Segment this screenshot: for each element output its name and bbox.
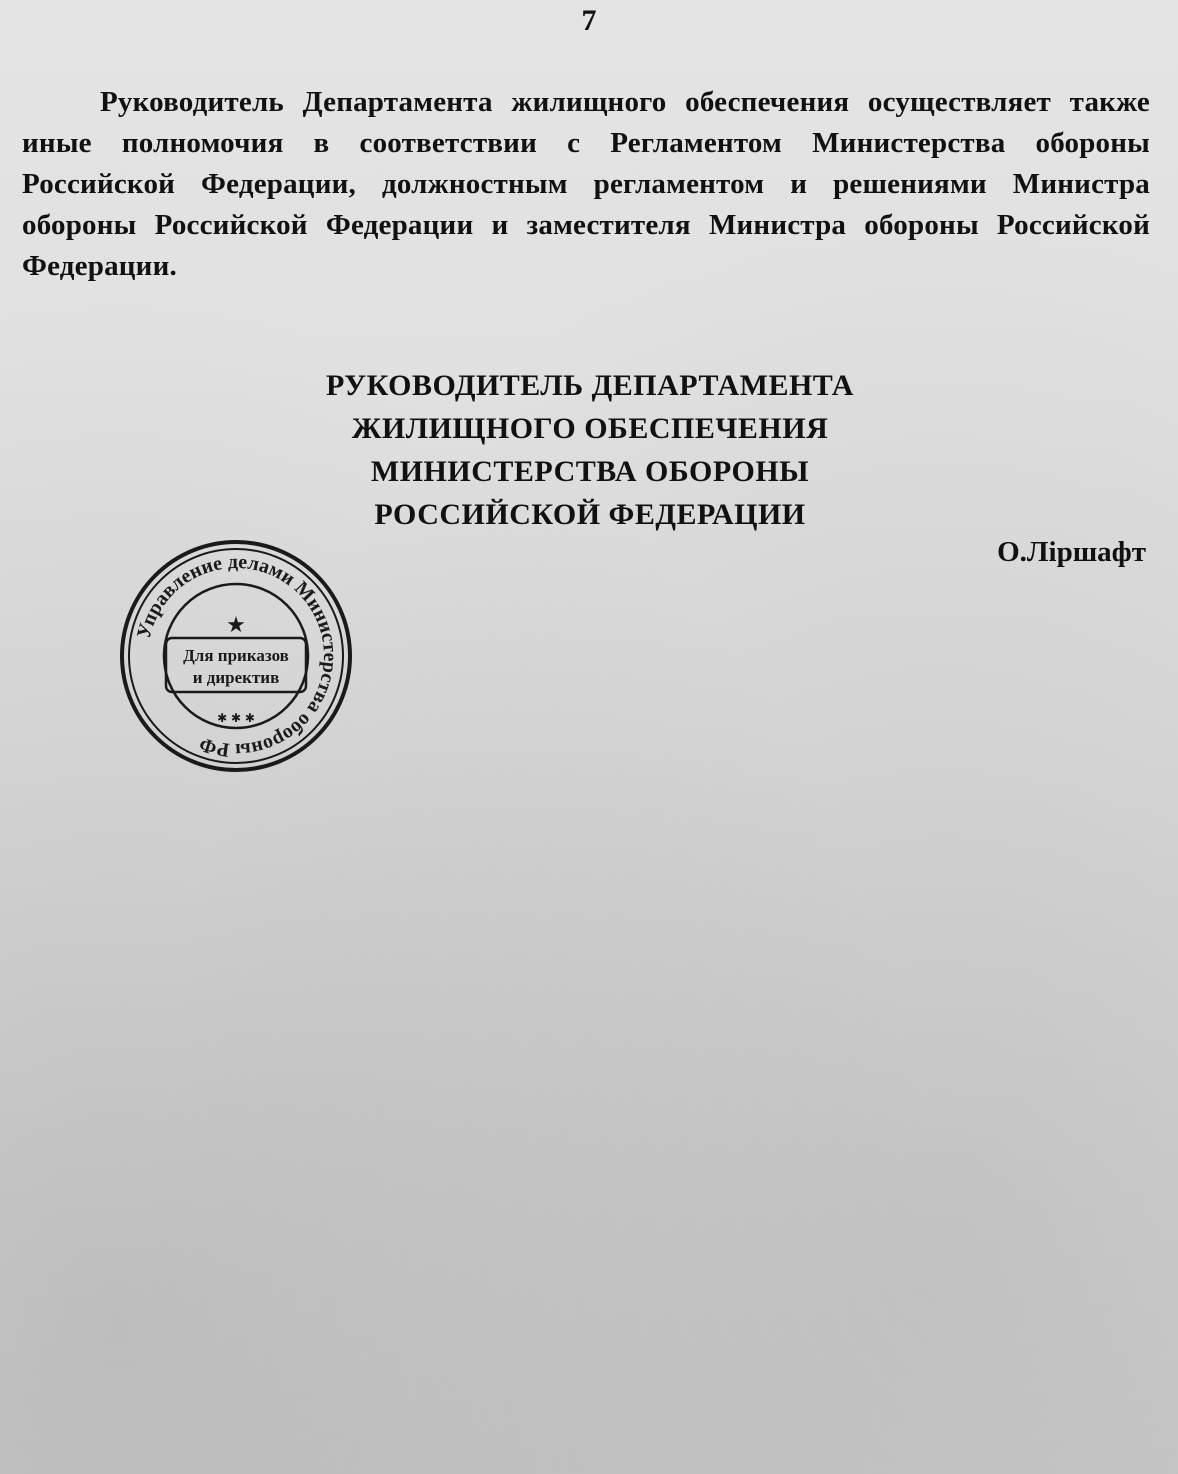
signature-title-line-2: ЖИЛИЩНОГО ОБЕСПЕЧЕНИЯ bbox=[351, 412, 829, 445]
stamp-center-line-1: Для приказов bbox=[183, 646, 289, 665]
signature-title-block bbox=[240, 364, 940, 536]
stamp-bottom-stars-icon: ✱ ✱ ✱ bbox=[217, 711, 255, 725]
stamp-star-icon: ★ bbox=[226, 613, 246, 638]
signature-title-line-4: РОССИЙСКОЙ ФЕДЕРАЦИИ bbox=[374, 498, 806, 531]
page-number: 7 bbox=[581, 4, 597, 37]
stamp-center-line-2: и директив bbox=[192, 668, 280, 687]
signature-title-line-3: МИНИСТЕРСТВА ОБОРОНЫ bbox=[370, 455, 810, 488]
body-paragraph: Руководитель Департамента жилищного обеспечения осуществляет также иные полномочия в соответствии с Регламентом Министерства обороны Российской Федерации, должностным регламентом и решениями Министра обороны Российской Федерации и заместителя Министра обороны Российской Федерации. bbox=[22, 86, 1150, 282]
signatory-name: О.Ліршафт bbox=[997, 536, 1146, 568]
official-stamp bbox=[116, 536, 356, 776]
signature-title-line-1: РУКОВОДИТЕЛЬ ДЕПАРТАМЕНТА bbox=[326, 369, 854, 402]
stamp-seal-icon bbox=[116, 536, 356, 776]
stamp-ring-text: Управление делами Министерства обороны РФ bbox=[132, 550, 342, 762]
